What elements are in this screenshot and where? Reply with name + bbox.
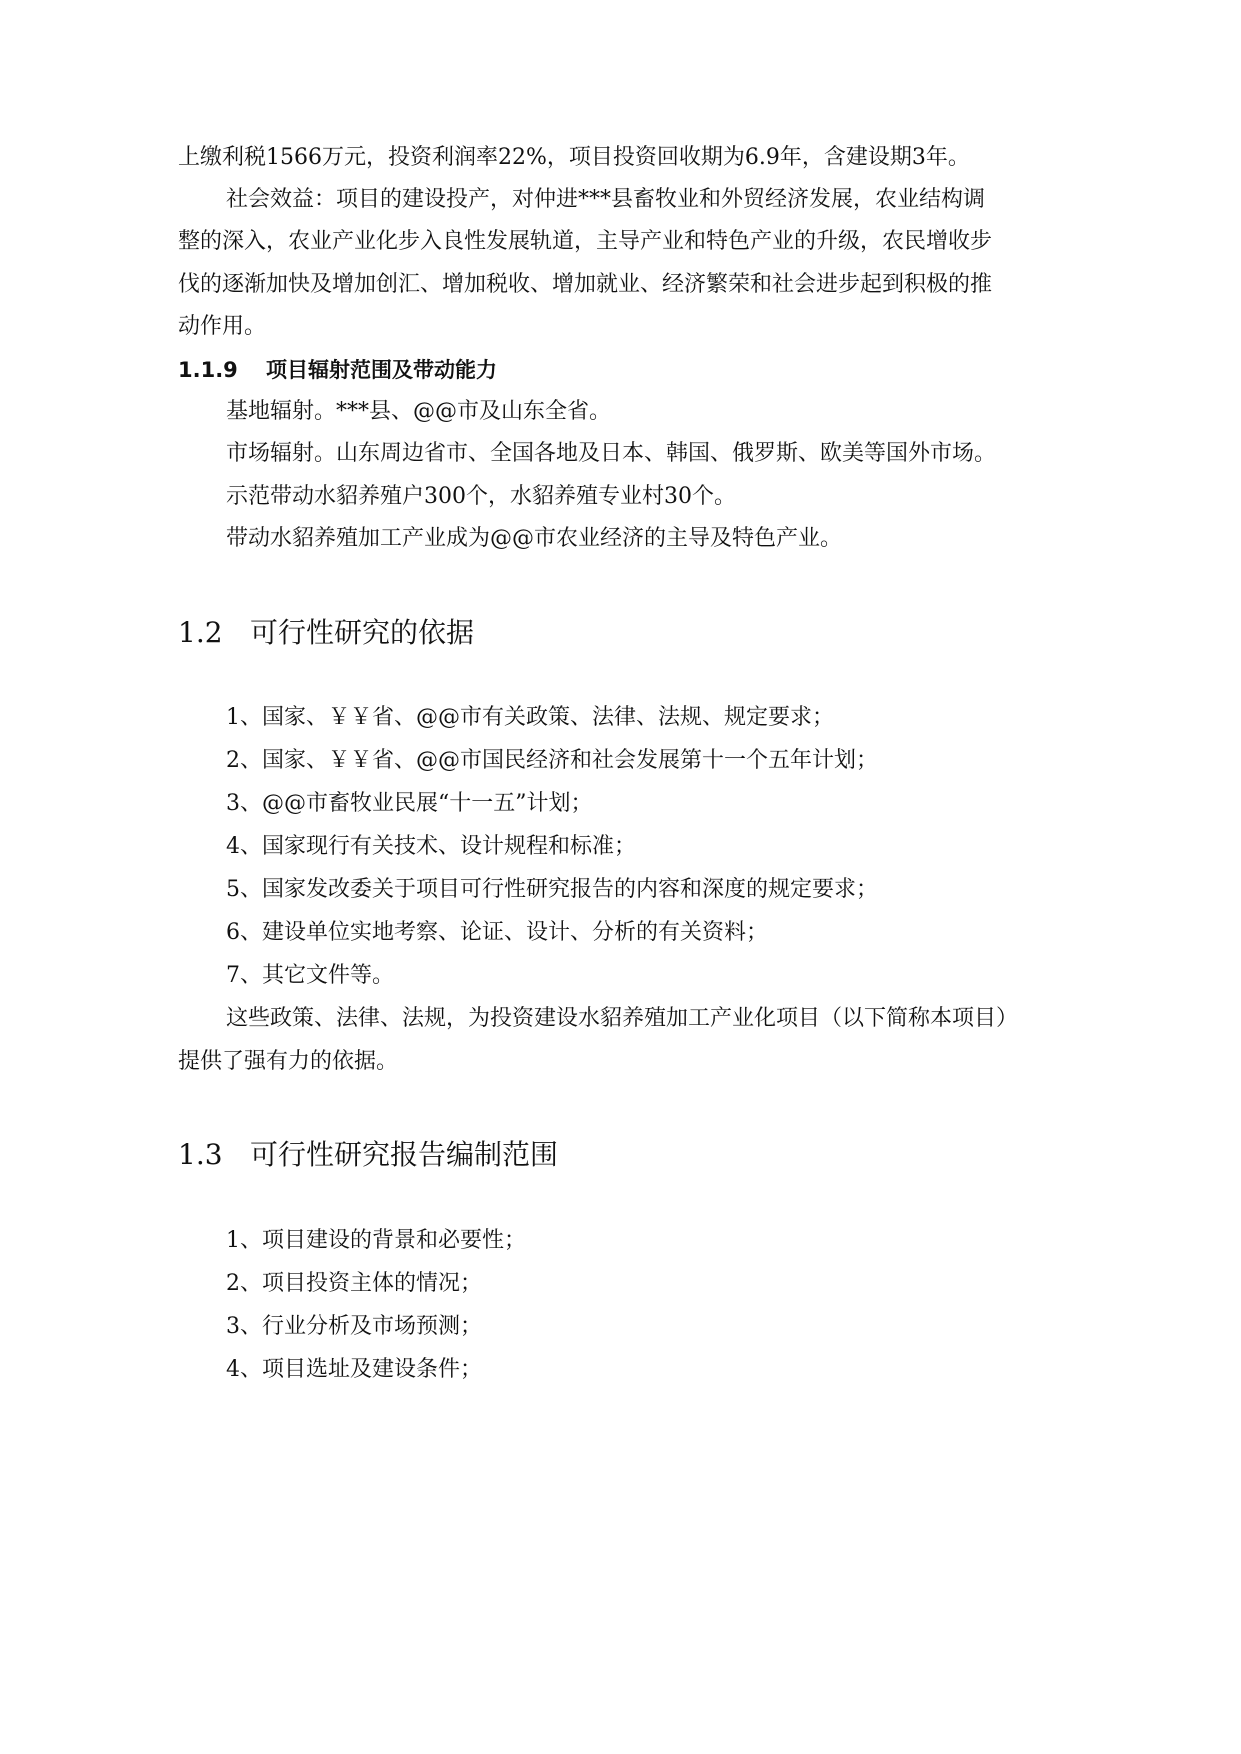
body-text-line: 市场辐射。山东周边省市、全国各地及日本、韩国、俄罗斯、欧美等国外市场。: [226, 441, 997, 466]
section-title: 可行性研究的依据: [250, 616, 475, 649]
section-title: 可行性研究报告编制范围: [250, 1138, 559, 1171]
list-item: 2、项目投资主体的情况；: [226, 1271, 482, 1296]
section-title: 项目辐射范围及带动能力: [266, 358, 497, 382]
body-text-line: 基地辐射。***县、@@市及山东全省。: [226, 399, 612, 424]
list-item: 4、项目选址及建设条件；: [226, 1357, 482, 1382]
section-number: 1.2: [178, 616, 223, 649]
body-text-line: 上缴利税1566万元，投资利润率22%，项目投资回收期为6.9年，含建设期3年。: [178, 145, 970, 170]
body-text-line: 动作用。: [178, 314, 267, 339]
list-item: 1、国家、￥￥省、@@市有关政策、法律、法规、规定要求；: [226, 705, 834, 730]
list-item: 3、行业分析及市场预测；: [226, 1314, 482, 1339]
section-heading-1-2: [178, 615, 474, 651]
body-text-line: 示范带动水貂养殖户300个，水貂养殖专业村30个。: [226, 484, 736, 509]
list-item: 5、国家发改委关于项目可行性研究报告的内容和深度的规定要求；: [226, 877, 878, 902]
subsection-heading-1-1-9: [178, 355, 497, 385]
list-item: 2、国家、￥￥省、@@市国民经济和社会发展第十一个五年计划；: [226, 748, 878, 773]
body-text-line: 伐的逐渐加快及增加创汇、增加税收、增加就业、经济繁荣和社会进步起到积极的推: [178, 272, 993, 297]
list-item: 1、项目建设的背景和必要性；: [226, 1228, 526, 1253]
section-number: 1.3: [178, 1138, 223, 1171]
list-item: 3、@@市畜牧业民展“十一五”计划；: [226, 791, 593, 816]
body-text-line: 带动水貂养殖加工产业成为@@市农业经济的主导及特色产业。: [226, 526, 843, 551]
section-number: 1.1.9: [178, 358, 238, 382]
body-text-line: 社会效益：项目的建设投产，对仲进***县畜牧业和外贸经济发展，农业结构调: [226, 187, 986, 212]
body-text-line: 这些政策、法律、法规，为投资建设水貂养殖加工产业化项目（以下简称本项目）: [226, 1006, 1019, 1031]
list-item: 4、国家现行有关技术、设计规程和标准；: [226, 834, 636, 859]
list-item: 7、其它文件等。: [226, 963, 394, 988]
body-text-line: 提供了强有力的依据。: [178, 1049, 399, 1074]
section-heading-1-3: [178, 1137, 558, 1173]
list-item: 6、建设单位实地考察、论证、设计、分析的有关资料；: [226, 920, 768, 945]
body-text-line: 整的深入，农业产业化步入良性发展轨道，主导产业和特色产业的升级，农民增收步: [178, 229, 993, 254]
